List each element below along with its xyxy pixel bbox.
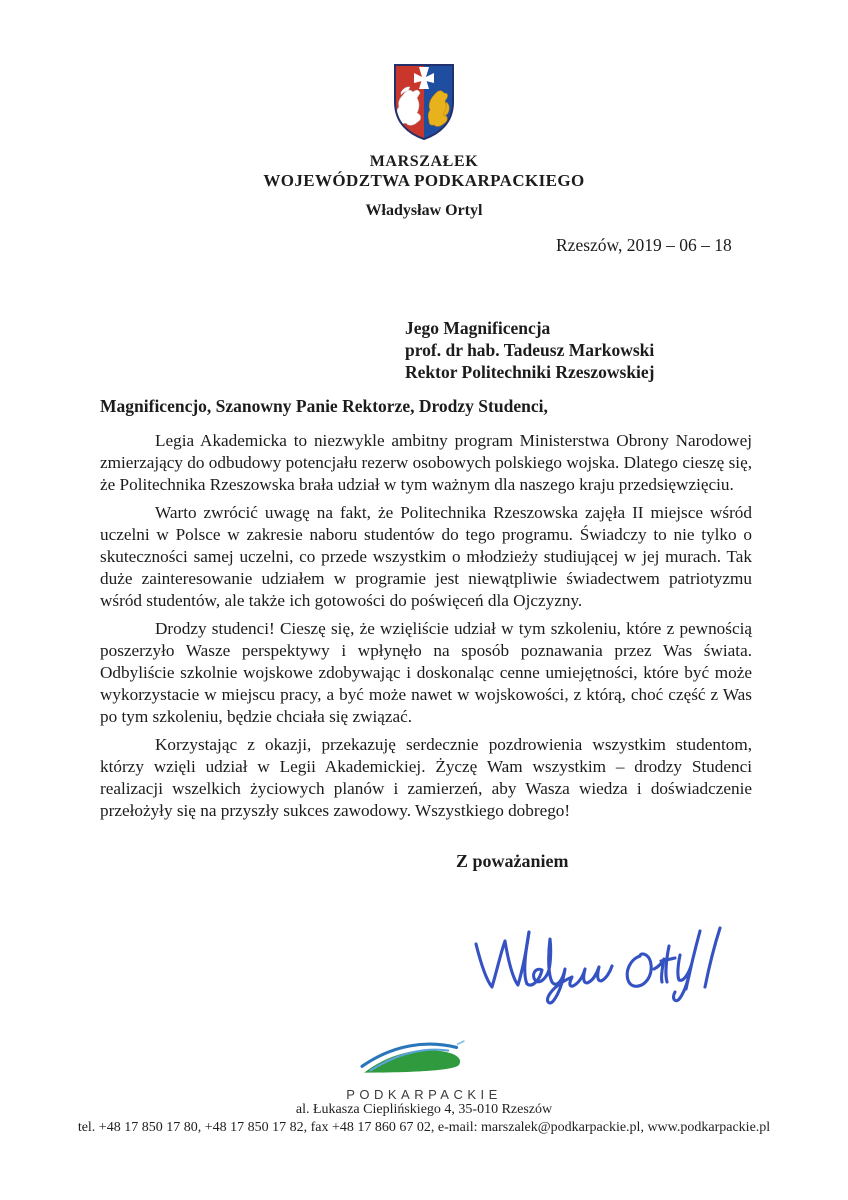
footer-address: al. Łukasza Cieplińskiego 4, 35-010 Rzeszów xyxy=(295,1102,553,1117)
letter-paragraph: Korzystając z okazji, przekazuję serdecznie pozdrowienia wszystkim studentom, którzy wzięli udział w Legii Akademickiej. Życzę Wam wszystkim – drodzy Studenci realizacji wszelkich życiowych planów i zamierzeń, aby Wasza wiedza i doświadczenie przełożyły się na przyszły sukces zawodowy. Wszystkiego dobrego! xyxy=(100,734,752,821)
sender-title-line2: WOJEWÓDZTWA PODKARPACKIEGO xyxy=(263,171,585,190)
footer-contact: tel. +48 17 850 17 80, +48 17 850 17 82, fax +48 17 860 67 02, e-mail: marszalek@podkarpackie.pl, www.podkarpackie.pl xyxy=(77,1119,771,1135)
letter-paragraph: Drodzy studenci! Cieszę się, że wzięliście udział w tym szkoleniu, które z pewnością poszerzyło Wasze perspektywy i wpłynęło na sposób poznawania przez Was świata. Odbyliście szkolnie wojskowe zdobywając i doskonaląc cenne umiejętności, które być może wykorzystacie w miejscu pracy, a być może nawet w wojskowości, z którą, choć część z Was po tym szkoleniu, będzie chciała się związać. xyxy=(100,618,752,727)
letter-body xyxy=(100,396,752,827)
coat-of-arms-icon xyxy=(392,62,456,142)
addressee-line: Jego Magnificencja xyxy=(405,318,551,338)
podkarpackie-logo xyxy=(0,1038,848,1102)
dateline: Rzeszów, 2019 – 06 – 18 xyxy=(556,235,732,255)
podkarpackie-logo-icon xyxy=(354,1038,494,1080)
sender-title-line1: MARSZAŁEK xyxy=(369,153,479,170)
letter-paragraph: Legia Akademicka to niezwykle ambitny program Ministerstwa Obrony Narodowej zmierzający do odbudowy potencjału rezerw osobowych polskiego wojska. Dlatego cieszę się, że Politechnika Rzeszowska brała udział w tym ważnym dla naszego kraju przedsięwzięciu. xyxy=(100,431,752,495)
addressee-line: prof. dr hab. Tadeusz Markowski xyxy=(405,340,655,360)
handwritten-signature xyxy=(462,918,752,1018)
sender-name: Władysław Ortyl xyxy=(365,202,483,219)
signature-ink-icon xyxy=(462,918,752,1013)
footer xyxy=(0,1101,848,1136)
salutation: Magnificencjo, Szanowny Panie Rektorze, Drodzy Studenci, xyxy=(100,396,548,416)
podkarpackie-logo-text: PODKARPACKIE xyxy=(346,1087,502,1102)
closing-phrase: Z poważaniem xyxy=(456,851,569,871)
masthead xyxy=(0,62,848,220)
addressee-line: Rektor Politechniki Rzeszowskiej xyxy=(405,362,655,382)
addressee-block xyxy=(405,317,655,383)
letter-paragraph: Warto zwrócić uwagę na fakt, że Politechnika Rzeszowska zajęła II miejsce wśród uczelni w Polsce w zakresie naboru studentów do tego programu. Świadczy to nie tylko o skuteczności samej uczelni, co przede wszystkim o młodzieży studiującej w jej murach. Tak duże zainteresowanie udziałem w programie jest niewątpliwie świadectwem patriotyzmu wśród studentów, ale także ich gotowości do poświęceń dla Ojczyzny. xyxy=(100,502,752,611)
